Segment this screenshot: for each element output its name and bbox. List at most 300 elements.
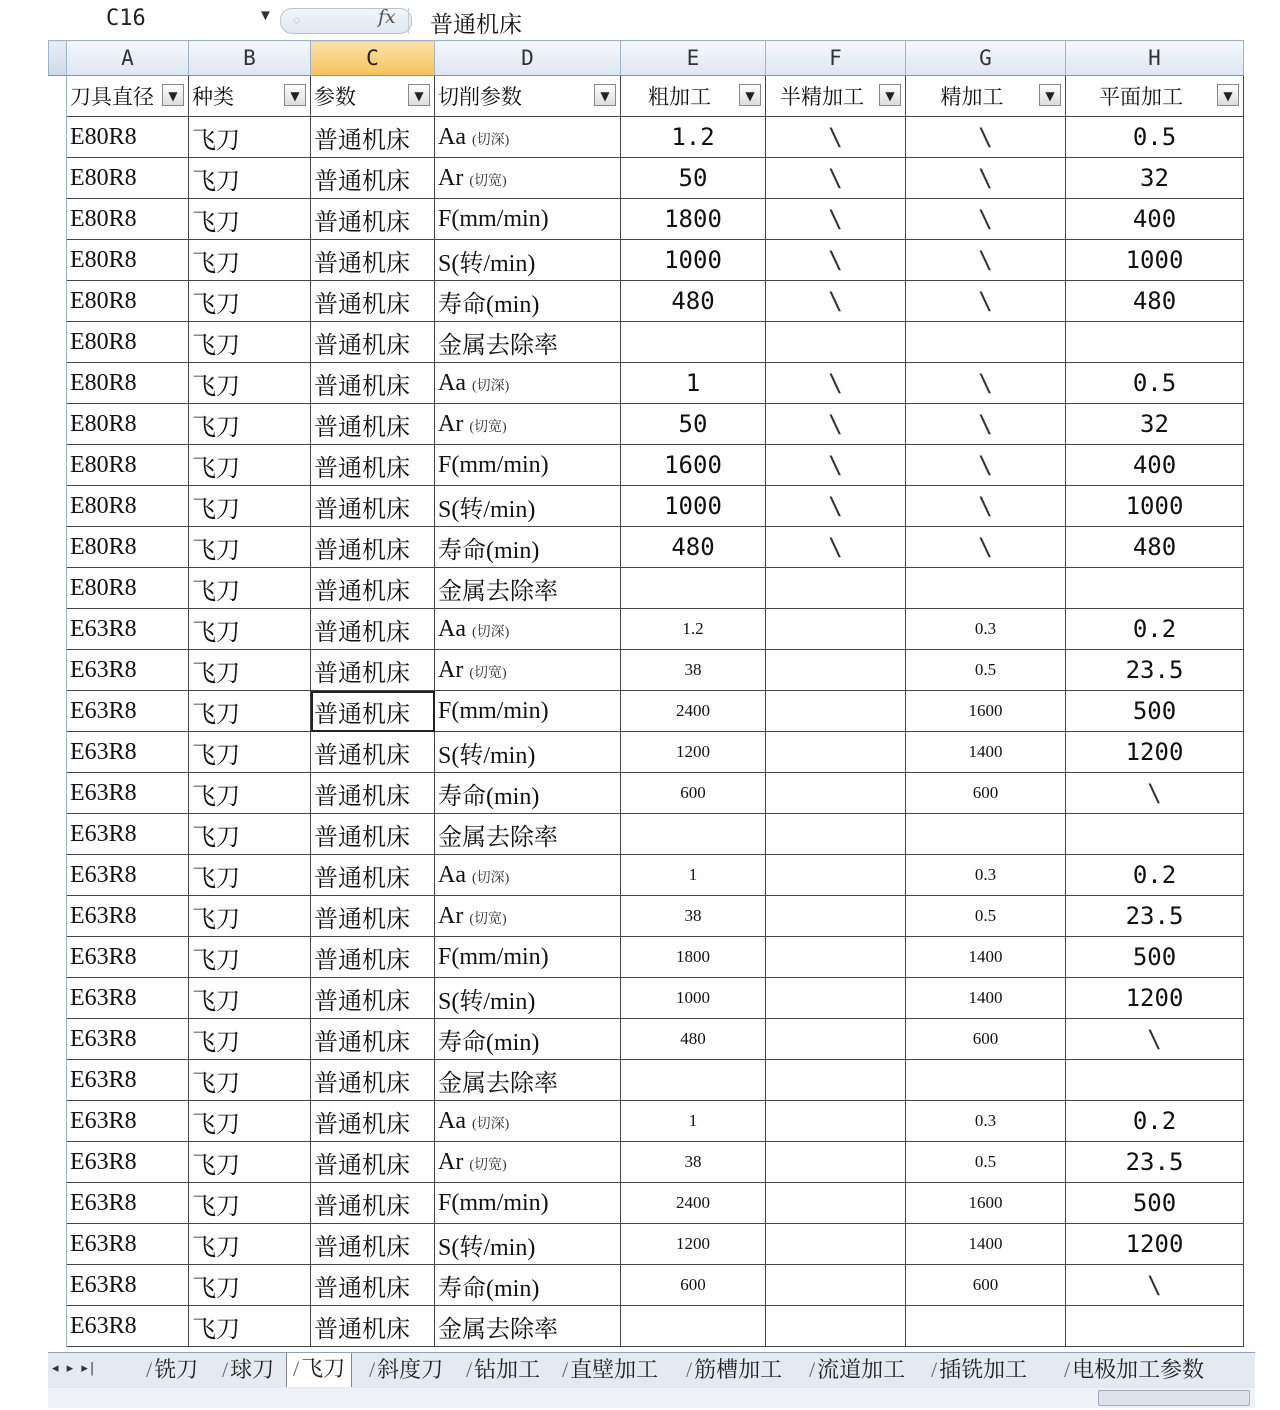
- table-cell[interactable]: [189, 814, 311, 855]
- table-cell[interactable]: [311, 896, 435, 937]
- row-header[interactable]: [49, 609, 67, 650]
- table-cell[interactable]: [67, 281, 189, 322]
- table-cell[interactable]: [766, 199, 906, 240]
- table-cell[interactable]: [1066, 691, 1244, 732]
- table-cell[interactable]: [766, 527, 906, 568]
- table-cell[interactable]: [435, 1183, 621, 1224]
- row-header[interactable]: [49, 1019, 67, 1060]
- table-cell[interactable]: [766, 363, 906, 404]
- table-cell[interactable]: [311, 855, 435, 896]
- table-cell[interactable]: [189, 650, 311, 691]
- scroll-thumb[interactable]: [1098, 1390, 1250, 1406]
- table-cell[interactable]: [67, 363, 189, 404]
- table-cell[interactable]: [1066, 568, 1244, 609]
- row-header[interactable]: [49, 732, 67, 773]
- table-cell[interactable]: [1066, 978, 1244, 1019]
- table-cell[interactable]: [766, 445, 906, 486]
- sheet-tab[interactable]: [460, 1353, 546, 1387]
- table-cell[interactable]: [1066, 1224, 1244, 1265]
- table-cell[interactable]: [906, 609, 1066, 650]
- table-cell[interactable]: [621, 937, 766, 978]
- table-cell[interactable]: [766, 732, 906, 773]
- table-cell[interactable]: [435, 1306, 621, 1347]
- table-cell[interactable]: [621, 486, 766, 527]
- table-cell[interactable]: [311, 1306, 435, 1347]
- table-cell[interactable]: [311, 814, 435, 855]
- table-cell[interactable]: [435, 240, 621, 281]
- table-cell[interactable]: [621, 322, 766, 363]
- table-cell[interactable]: [621, 1224, 766, 1265]
- table-cell[interactable]: [1066, 609, 1244, 650]
- table-cell[interactable]: [435, 568, 621, 609]
- table-cell[interactable]: [1066, 445, 1244, 486]
- table-cell[interactable]: [311, 937, 435, 978]
- table-cell[interactable]: [311, 1224, 435, 1265]
- table-cell[interactable]: [435, 158, 621, 199]
- table-cell[interactable]: [1066, 158, 1244, 199]
- table-cell[interactable]: [906, 650, 1066, 691]
- sheet-nav-arrows-icon[interactable]: ◂ ▸ ▸|: [52, 1361, 97, 1376]
- table-cell[interactable]: [906, 1306, 1066, 1347]
- table-cell[interactable]: [766, 281, 906, 322]
- table-cell[interactable]: [1066, 1060, 1244, 1101]
- table-cell[interactable]: [311, 650, 435, 691]
- table-cell[interactable]: [67, 896, 189, 937]
- table-cell[interactable]: [189, 1224, 311, 1265]
- table-cell[interactable]: [621, 199, 766, 240]
- table-cell[interactable]: [311, 773, 435, 814]
- header-cell[interactable]: [67, 76, 189, 117]
- table-cell[interactable]: [435, 691, 621, 732]
- table-cell[interactable]: [67, 609, 189, 650]
- table-cell[interactable]: [435, 896, 621, 937]
- table-cell[interactable]: [621, 773, 766, 814]
- table-cell[interactable]: [189, 1142, 311, 1183]
- table-cell[interactable]: [189, 363, 311, 404]
- table-cell[interactable]: [311, 281, 435, 322]
- table-cell[interactable]: [435, 814, 621, 855]
- filter-dropdown-icon[interactable]: ▼: [739, 84, 761, 106]
- table-cell[interactable]: [311, 158, 435, 199]
- table-cell[interactable]: [311, 322, 435, 363]
- row-header[interactable]: [49, 1183, 67, 1224]
- filter-dropdown-icon[interactable]: ▼: [594, 84, 616, 106]
- table-cell[interactable]: [766, 1183, 906, 1224]
- table-cell[interactable]: [435, 486, 621, 527]
- table-cell[interactable]: [766, 650, 906, 691]
- table-cell[interactable]: [189, 199, 311, 240]
- row-header[interactable]: [49, 937, 67, 978]
- column-header-h[interactable]: H: [1066, 41, 1244, 76]
- table-cell[interactable]: [766, 896, 906, 937]
- table-cell[interactable]: [67, 1060, 189, 1101]
- table-cell[interactable]: [1066, 322, 1244, 363]
- table-cell[interactable]: [311, 199, 435, 240]
- table-cell[interactable]: [189, 773, 311, 814]
- table-cell[interactable]: [435, 1142, 621, 1183]
- table-cell[interactable]: [906, 773, 1066, 814]
- table-cell[interactable]: [435, 855, 621, 896]
- table-cell[interactable]: [906, 445, 1066, 486]
- table-cell[interactable]: [1066, 527, 1244, 568]
- select-all-corner[interactable]: [49, 41, 67, 76]
- table-cell[interactable]: [435, 1019, 621, 1060]
- row-header[interactable]: [49, 855, 67, 896]
- table-cell[interactable]: [1066, 363, 1244, 404]
- table-cell[interactable]: [766, 1142, 906, 1183]
- table-cell[interactable]: [311, 486, 435, 527]
- table-cell[interactable]: [311, 1060, 435, 1101]
- table-cell[interactable]: [435, 404, 621, 445]
- header-cell[interactable]: [766, 76, 906, 117]
- table-cell[interactable]: [1066, 404, 1244, 445]
- table-cell[interactable]: [766, 404, 906, 445]
- table-cell[interactable]: [435, 650, 621, 691]
- fx-icon[interactable]: fx: [378, 6, 396, 28]
- table-cell[interactable]: [766, 609, 906, 650]
- table-cell[interactable]: [67, 404, 189, 445]
- table-cell[interactable]: [311, 527, 435, 568]
- table-cell[interactable]: [766, 773, 906, 814]
- table-cell[interactable]: [621, 1183, 766, 1224]
- table-cell[interactable]: [67, 117, 189, 158]
- table-cell[interactable]: [1066, 773, 1244, 814]
- table-cell[interactable]: [189, 937, 311, 978]
- table-cell[interactable]: [1066, 486, 1244, 527]
- row-header[interactable]: [49, 896, 67, 937]
- table-cell[interactable]: [311, 732, 435, 773]
- table-cell[interactable]: [906, 1142, 1066, 1183]
- name-box[interactable]: C16: [106, 6, 146, 31]
- table-cell[interactable]: [435, 199, 621, 240]
- table-cell[interactable]: [766, 1060, 906, 1101]
- table-cell[interactable]: [435, 773, 621, 814]
- row-header[interactable]: [49, 814, 67, 855]
- table-cell[interactable]: [189, 691, 311, 732]
- table-cell[interactable]: [189, 1265, 311, 1306]
- header-cell[interactable]: [906, 76, 1066, 117]
- row-header[interactable]: [49, 76, 67, 117]
- table-cell[interactable]: [189, 158, 311, 199]
- table-cell[interactable]: [906, 281, 1066, 322]
- table-cell[interactable]: [311, 117, 435, 158]
- table-cell[interactable]: [435, 1265, 621, 1306]
- table-cell[interactable]: [621, 281, 766, 322]
- table-cell[interactable]: [435, 978, 621, 1019]
- table-cell[interactable]: [189, 568, 311, 609]
- table-cell[interactable]: [766, 568, 906, 609]
- row-header[interactable]: [49, 650, 67, 691]
- table-cell[interactable]: [67, 158, 189, 199]
- row-header[interactable]: [49, 1060, 67, 1101]
- table-cell[interactable]: [311, 363, 435, 404]
- table-cell[interactable]: [67, 814, 189, 855]
- row-header[interactable]: [49, 158, 67, 199]
- table-cell[interactable]: [67, 322, 189, 363]
- sheet-tab[interactable]: [140, 1353, 204, 1387]
- table-cell[interactable]: [1066, 1306, 1244, 1347]
- row-header[interactable]: [49, 404, 67, 445]
- table-cell[interactable]: [435, 1224, 621, 1265]
- table-cell[interactable]: [1066, 896, 1244, 937]
- table-cell[interactable]: [435, 363, 621, 404]
- table-cell[interactable]: [1066, 1183, 1244, 1224]
- table-cell[interactable]: [906, 1019, 1066, 1060]
- header-cell[interactable]: [435, 76, 621, 117]
- table-cell[interactable]: [906, 199, 1066, 240]
- header-cell[interactable]: [621, 76, 766, 117]
- name-box-dropdown-icon[interactable]: ▼: [258, 8, 273, 24]
- row-header[interactable]: [49, 281, 67, 322]
- table-cell[interactable]: [766, 814, 906, 855]
- table-cell[interactable]: [766, 322, 906, 363]
- table-cell[interactable]: [189, 1019, 311, 1060]
- table-cell[interactable]: [1066, 814, 1244, 855]
- table-cell[interactable]: [906, 158, 1066, 199]
- table-cell[interactable]: [1066, 650, 1244, 691]
- table-cell[interactable]: [67, 199, 189, 240]
- filter-dropdown-icon[interactable]: ▼: [284, 84, 306, 106]
- table-cell[interactable]: [189, 896, 311, 937]
- table-cell[interactable]: [621, 158, 766, 199]
- table-cell[interactable]: [189, 281, 311, 322]
- table-cell[interactable]: [621, 527, 766, 568]
- row-header[interactable]: [49, 322, 67, 363]
- table-cell[interactable]: [67, 773, 189, 814]
- table-cell[interactable]: [67, 1019, 189, 1060]
- row-header[interactable]: [49, 199, 67, 240]
- row-header[interactable]: [49, 691, 67, 732]
- table-cell[interactable]: [189, 732, 311, 773]
- table-cell[interactable]: [621, 363, 766, 404]
- table-cell[interactable]: [906, 691, 1066, 732]
- table-cell[interactable]: [435, 1060, 621, 1101]
- table-cell[interactable]: [906, 978, 1066, 1019]
- table-cell[interactable]: [766, 978, 906, 1019]
- table-cell[interactable]: [67, 1101, 189, 1142]
- table-cell[interactable]: [189, 978, 311, 1019]
- table-cell[interactable]: [1066, 732, 1244, 773]
- sheet-tab[interactable]: [363, 1353, 449, 1387]
- table-cell[interactable]: [67, 855, 189, 896]
- table-cell[interactable]: [766, 691, 906, 732]
- table-cell[interactable]: [906, 855, 1066, 896]
- row-header[interactable]: [49, 773, 67, 814]
- table-cell[interactable]: [67, 486, 189, 527]
- table-cell[interactable]: [621, 609, 766, 650]
- table-cell[interactable]: [906, 732, 1066, 773]
- sheet-tab[interactable]: [680, 1353, 788, 1387]
- table-cell[interactable]: [189, 855, 311, 896]
- table-cell[interactable]: [1066, 1101, 1244, 1142]
- table-cell[interactable]: [67, 732, 189, 773]
- table-cell[interactable]: [766, 937, 906, 978]
- table-cell[interactable]: [906, 117, 1066, 158]
- filter-dropdown-icon[interactable]: ▼: [879, 84, 901, 106]
- table-cell[interactable]: [906, 527, 1066, 568]
- table-cell[interactable]: [311, 609, 435, 650]
- header-cell[interactable]: [311, 76, 435, 117]
- row-header[interactable]: [49, 568, 67, 609]
- table-cell[interactable]: [621, 1265, 766, 1306]
- table-cell[interactable]: [67, 445, 189, 486]
- filter-dropdown-icon[interactable]: ▼: [1039, 84, 1061, 106]
- row-header[interactable]: [49, 117, 67, 158]
- row-header[interactable]: [49, 1224, 67, 1265]
- horizontal-scrollbar[interactable]: [48, 1388, 1255, 1408]
- table-cell[interactable]: [766, 1019, 906, 1060]
- table-cell[interactable]: [621, 732, 766, 773]
- table-cell[interactable]: [766, 117, 906, 158]
- table-cell[interactable]: [621, 978, 766, 1019]
- row-header[interactable]: [49, 363, 67, 404]
- table-cell[interactable]: [621, 117, 766, 158]
- table-cell[interactable]: [435, 732, 621, 773]
- table-cell[interactable]: [189, 445, 311, 486]
- table-cell[interactable]: [311, 1019, 435, 1060]
- sheet-tab[interactable]: [1058, 1353, 1210, 1387]
- row-header[interactable]: [49, 1101, 67, 1142]
- row-header[interactable]: [49, 445, 67, 486]
- table-cell[interactable]: [67, 240, 189, 281]
- table-cell[interactable]: [766, 158, 906, 199]
- table-cell[interactable]: [906, 1060, 1066, 1101]
- table-cell[interactable]: [311, 1142, 435, 1183]
- row-header[interactable]: [49, 486, 67, 527]
- table-cell[interactable]: [1066, 281, 1244, 322]
- table-cell[interactable]: [766, 1101, 906, 1142]
- table-cell[interactable]: [621, 404, 766, 445]
- table-cell[interactable]: [311, 240, 435, 281]
- header-cell[interactable]: [1066, 76, 1244, 117]
- table-cell[interactable]: [1066, 937, 1244, 978]
- table-cell[interactable]: [67, 568, 189, 609]
- column-header-g[interactable]: G: [906, 41, 1066, 76]
- table-cell[interactable]: [906, 363, 1066, 404]
- table-cell[interactable]: [189, 1060, 311, 1101]
- column-header-c[interactable]: C: [311, 41, 435, 76]
- table-cell[interactable]: [621, 1101, 766, 1142]
- table-cell[interactable]: [67, 937, 189, 978]
- table-cell[interactable]: [67, 650, 189, 691]
- table-cell[interactable]: [189, 527, 311, 568]
- table-cell[interactable]: [621, 855, 766, 896]
- table-cell[interactable]: [1066, 1265, 1244, 1306]
- table-cell[interactable]: [67, 1142, 189, 1183]
- table-cell[interactable]: [906, 896, 1066, 937]
- filter-dropdown-icon[interactable]: ▼: [162, 84, 184, 106]
- table-cell[interactable]: [766, 1265, 906, 1306]
- column-header-a[interactable]: A: [67, 41, 189, 76]
- table-cell[interactable]: [906, 404, 1066, 445]
- table-cell[interactable]: [67, 1224, 189, 1265]
- column-header-b[interactable]: B: [189, 41, 311, 76]
- table-cell[interactable]: [766, 486, 906, 527]
- table-cell[interactable]: [311, 978, 435, 1019]
- table-cell[interactable]: [435, 445, 621, 486]
- table-cell[interactable]: [621, 650, 766, 691]
- table-cell[interactable]: [1066, 1019, 1244, 1060]
- table-cell[interactable]: [311, 1265, 435, 1306]
- table-cell[interactable]: [766, 855, 906, 896]
- table-cell[interactable]: [435, 609, 621, 650]
- table-cell[interactable]: [1066, 117, 1244, 158]
- table-cell[interactable]: [621, 445, 766, 486]
- table-cell[interactable]: [189, 1183, 311, 1224]
- table-cell[interactable]: [906, 1265, 1066, 1306]
- column-header-e[interactable]: E: [621, 41, 766, 76]
- table-cell[interactable]: [906, 937, 1066, 978]
- formula-input[interactable]: 普通机床: [430, 12, 522, 37]
- table-cell[interactable]: [621, 1060, 766, 1101]
- table-cell[interactable]: [189, 609, 311, 650]
- table-cell[interactable]: [766, 1306, 906, 1347]
- table-cell[interactable]: [311, 691, 435, 732]
- table-cell[interactable]: [906, 1101, 1066, 1142]
- table-cell[interactable]: [67, 691, 189, 732]
- table-cell[interactable]: [906, 814, 1066, 855]
- table-cell[interactable]: [67, 1306, 189, 1347]
- sheet-tab[interactable]: [556, 1353, 664, 1387]
- column-header-f[interactable]: F: [766, 41, 906, 76]
- table-cell[interactable]: [621, 1306, 766, 1347]
- table-cell[interactable]: [189, 322, 311, 363]
- table-cell[interactable]: [311, 568, 435, 609]
- table-cell[interactable]: [1066, 855, 1244, 896]
- table-cell[interactable]: [189, 486, 311, 527]
- table-cell[interactable]: [621, 814, 766, 855]
- header-cell[interactable]: [189, 76, 311, 117]
- table-cell[interactable]: [189, 1306, 311, 1347]
- table-cell[interactable]: [621, 1142, 766, 1183]
- table-cell[interactable]: [435, 527, 621, 568]
- table-cell[interactable]: [906, 240, 1066, 281]
- table-cell[interactable]: [311, 1101, 435, 1142]
- table-cell[interactable]: [189, 117, 311, 158]
- table-cell[interactable]: [67, 1183, 189, 1224]
- row-header[interactable]: [49, 978, 67, 1019]
- table-cell[interactable]: [67, 527, 189, 568]
- table-cell[interactable]: [189, 240, 311, 281]
- table-cell[interactable]: [1066, 199, 1244, 240]
- row-header[interactable]: [49, 1265, 67, 1306]
- sheet-tab[interactable]: [216, 1353, 280, 1387]
- table-cell[interactable]: [435, 117, 621, 158]
- table-cell[interactable]: [906, 1224, 1066, 1265]
- table-cell[interactable]: [67, 1265, 189, 1306]
- table-cell[interactable]: [906, 568, 1066, 609]
- table-cell[interactable]: [435, 937, 621, 978]
- sheet-tab[interactable]: [803, 1353, 911, 1387]
- table-cell[interactable]: [435, 281, 621, 322]
- table-cell[interactable]: [311, 404, 435, 445]
- table-cell[interactable]: [311, 445, 435, 486]
- row-header[interactable]: [49, 1142, 67, 1183]
- table-cell[interactable]: [766, 1224, 906, 1265]
- table-cell[interactable]: [435, 322, 621, 363]
- row-header[interactable]: [49, 240, 67, 281]
- column-header-d[interactable]: D: [435, 41, 621, 76]
- table-cell[interactable]: [621, 568, 766, 609]
- table-cell[interactable]: [906, 322, 1066, 363]
- table-cell[interactable]: [189, 404, 311, 445]
- table-cell[interactable]: [621, 240, 766, 281]
- table-cell[interactable]: [621, 691, 766, 732]
- table-cell[interactable]: [621, 896, 766, 937]
- table-cell[interactable]: [311, 1183, 435, 1224]
- filter-dropdown-icon[interactable]: ▼: [1217, 84, 1239, 106]
- sheet-tab[interactable]: [925, 1353, 1033, 1387]
